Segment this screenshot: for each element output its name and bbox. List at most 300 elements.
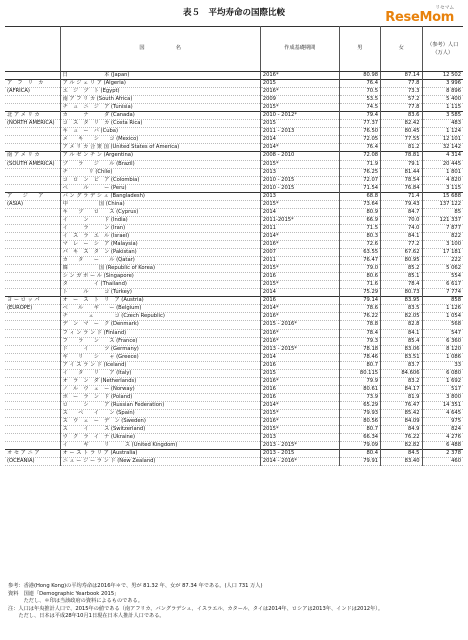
male-cell: 80.7 <box>339 361 380 369</box>
country-cell: 中 国 (China) <box>60 200 260 208</box>
population-cell: 568 <box>422 321 463 329</box>
country-cell: チ ュ ニ ジ ア (Tunisia) <box>60 104 260 112</box>
male-cell: 79.91 <box>339 458 380 466</box>
table-row <box>5 418 463 426</box>
country-cell: ス ウ ェ ー デ ン (Sweden) <box>60 418 260 426</box>
period-cell: 2016 <box>260 273 339 281</box>
population-cell: 975 <box>422 418 463 426</box>
female-cell: 78.81 <box>381 152 422 160</box>
female-cell: 81.9 <box>381 393 422 401</box>
region-cell <box>5 96 60 104</box>
region-cell: 南 ア メ リ カ <box>5 152 60 160</box>
region-cell <box>5 353 60 361</box>
period-cell: 2014 <box>260 136 339 144</box>
population-cell: 14 351 <box>422 401 463 409</box>
region-cell: (AFRICA) <box>5 88 60 96</box>
country-cell: エ ジ プ ト (Egypt) <box>60 88 260 96</box>
male-cell: 78.46 <box>339 353 380 361</box>
male-cell: 79.0 <box>339 265 380 273</box>
male-cell: 68.8 <box>339 192 380 200</box>
population-cell: 8 120 <box>422 345 463 353</box>
table-row <box>5 442 463 450</box>
table-row <box>5 200 463 208</box>
region-cell <box>5 377 60 385</box>
population-cell: 4 820 <box>422 176 463 184</box>
table-row <box>5 176 463 184</box>
population-cell: 6 617 <box>422 281 463 289</box>
population-cell: 17 181 <box>422 249 463 257</box>
region-cell <box>5 224 60 232</box>
period-cell: 2014* <box>260 232 339 240</box>
table-row <box>5 249 463 257</box>
period-cell: 2016* <box>260 329 339 337</box>
male-cell: 75.29 <box>339 289 380 297</box>
population-cell: 1 115 <box>422 104 463 112</box>
period-cell: 2016* <box>260 377 339 385</box>
female-cell: 57.2 <box>381 96 422 104</box>
table-row <box>5 80 463 88</box>
male-cell: 76.4 <box>339 144 380 152</box>
region-cell: (OCEANIA) <box>5 458 60 466</box>
population-cell: 1 086 <box>422 353 463 361</box>
female-cell: 73.3 <box>381 88 422 96</box>
female-cell: 83.5 <box>381 305 422 313</box>
population-cell: 222 <box>422 257 463 265</box>
population-cell: 5 062 <box>422 265 463 273</box>
male-cell: 72.08 <box>339 152 380 160</box>
country-cell: フ ィ ン ラ ン ド (Finland) <box>60 329 260 337</box>
table-row <box>5 128 463 136</box>
table-row <box>5 321 463 329</box>
table-row <box>5 232 463 240</box>
population-cell: 822 <box>422 232 463 240</box>
male-cell: 65.29 <box>339 401 380 409</box>
resemom-logo <box>385 5 454 25</box>
population-cell: 8 896 <box>422 88 463 96</box>
table-row <box>5 168 463 176</box>
population-cell: 3 800 <box>422 393 463 401</box>
period-cell: 2014* <box>260 144 339 152</box>
life-expectancy-table <box>5 26 463 466</box>
page-title: 表５ 平均寿命の国際比較 <box>182 8 285 18</box>
female-cell: 85.2 <box>381 265 422 273</box>
region-cell: 北 ア メ リ カ <box>5 112 60 120</box>
table-row <box>5 72 463 80</box>
region-cell <box>5 313 60 321</box>
population-cell: 517 <box>422 385 463 393</box>
table-row <box>5 112 463 120</box>
header-row <box>5 27 463 72</box>
period-cell: 2008 - 2010 <box>260 152 339 160</box>
population-cell: 20 445 <box>422 160 463 168</box>
country-cell: イ ス ラ エ ル (Israel) <box>60 232 260 240</box>
region-cell <box>5 208 60 216</box>
population-cell: 1 801 <box>422 168 463 176</box>
female-cell: 83.06 <box>381 345 422 353</box>
region-cell: (SOUTH AMERICA) <box>5 160 60 168</box>
region-cell <box>5 72 60 80</box>
region-cell <box>5 232 60 240</box>
period-cell: 2013 - 2015* <box>260 442 339 450</box>
country-cell: オ ラ ン ダ (Netherlands) <box>60 377 260 385</box>
table-row <box>5 120 463 128</box>
period-cell: 2016* <box>260 88 339 96</box>
country-cell: コ ロ ン ビ ア (Colombia) <box>60 176 260 184</box>
country-cell: メ キ シ コ (Mexico) <box>60 136 260 144</box>
male-cell: 71.5 <box>339 224 380 232</box>
period-cell: 2010 - 2015 <box>260 176 339 184</box>
period-cell: 2007 <box>260 249 339 257</box>
female-cell: 84.606 <box>381 369 422 377</box>
population-cell: 1 124 <box>422 128 463 136</box>
population-cell: 460 <box>422 458 463 466</box>
region-cell <box>5 345 60 353</box>
footnote-line: 注：人口は年央推計人口で、2015年の値である（南アフリカ、バングラデシュ、イスラエル、カタール、タイは2014年、ロシアは2013年、インドは2012年）。 <box>8 605 384 612</box>
table-row <box>5 216 463 224</box>
region-cell <box>5 369 60 377</box>
country-cell: ア イ ス ラ ン ド (Iceland) <box>60 361 260 369</box>
male-cell: 76.25 <box>339 168 380 176</box>
period-cell: 2013 <box>260 192 339 200</box>
table-row <box>5 281 463 289</box>
period-cell: 2015 <box>260 80 339 88</box>
region-cell <box>5 144 60 152</box>
male-cell: 80.4 <box>339 450 380 458</box>
population-cell: 547 <box>422 329 463 337</box>
population-cell: 3 100 <box>422 240 463 248</box>
male-cell: 63.55 <box>339 249 380 257</box>
population-cell: 1 692 <box>422 377 463 385</box>
table-row <box>5 144 463 152</box>
population-cell: 85 <box>422 208 463 216</box>
period-cell: 2011 <box>260 257 339 265</box>
female-cell: 77.55 <box>381 136 422 144</box>
table-row <box>5 458 463 466</box>
region-cell <box>5 289 60 297</box>
population-cell: 4 645 <box>422 409 463 417</box>
male-cell: 74.5 <box>339 104 380 112</box>
table-row <box>5 208 463 216</box>
female-cell: 85.4 <box>381 337 422 345</box>
female-cell: 83.2 <box>381 377 422 385</box>
table-row <box>5 273 463 281</box>
table-row <box>5 337 463 345</box>
female-cell: 82.42 <box>381 120 422 128</box>
period-cell: 2014 <box>260 289 339 297</box>
population-cell: 121 337 <box>422 216 463 224</box>
male-cell: 80.98 <box>339 72 380 80</box>
region-cell: (EUROPE) <box>5 305 60 313</box>
country-cell: ア メ リ カ 合 衆 国 (United States of America) <box>60 144 260 152</box>
country-cell: キ ュ ー バ (Cuba) <box>60 128 260 136</box>
header-female: 女 <box>381 27 422 72</box>
country-cell: カ ナ ダ (Canada) <box>60 112 260 120</box>
period-cell: 2016 <box>260 393 339 401</box>
male-cell: 66.9 <box>339 216 380 224</box>
region-cell <box>5 281 60 289</box>
header-country: 国 名 <box>60 27 260 72</box>
table-row <box>5 329 463 337</box>
male-cell: 71.9 <box>339 160 380 168</box>
female-cell: 80.95 <box>381 257 422 265</box>
country-cell: 南 ア フ リ カ (South Africa) <box>60 96 260 104</box>
table-row <box>5 353 463 361</box>
country-cell: ロ シ ア (Russian Federation) <box>60 401 260 409</box>
country-cell: コ ス タ リ カ (Costa Rica) <box>60 120 260 128</box>
country-cell: ド イ ツ (Germany) <box>60 345 260 353</box>
population-cell: 7 877 <box>422 224 463 232</box>
period-cell: 2015 - 2016* <box>260 321 339 329</box>
period-cell: 2014* <box>260 401 339 409</box>
period-cell: 2015* <box>260 104 339 112</box>
male-cell: 73.64 <box>339 200 380 208</box>
country-cell: ア ル ゼ ン チ ン (Argentina) <box>60 152 260 160</box>
female-cell: 84.17 <box>381 385 422 393</box>
population-cell: 1 126 <box>422 305 463 313</box>
period-cell: 2011-2015* <box>260 216 339 224</box>
male-cell: 80.6 <box>339 273 380 281</box>
male-cell: 76.22 <box>339 313 380 321</box>
country-cell: ス ペ イ ン (Spain) <box>60 409 260 417</box>
table-row <box>5 224 463 232</box>
table-row <box>5 160 463 168</box>
male-cell: 76.47 <box>339 257 380 265</box>
population-cell: 6 488 <box>422 442 463 450</box>
country-cell: オ ー ス ト リ ア (Austria) <box>60 297 260 305</box>
population-cell: 3 115 <box>422 184 463 192</box>
female-cell: 84.1 <box>381 329 422 337</box>
male-cell: 79.14 <box>339 297 380 305</box>
table-row <box>5 184 463 192</box>
table-row <box>5 313 463 321</box>
table-row <box>5 305 463 313</box>
population-cell: 858 <box>422 297 463 305</box>
population-cell: 12 101 <box>422 136 463 144</box>
female-cell: 82.05 <box>381 313 422 321</box>
period-cell: 2014 <box>260 208 339 216</box>
female-cell: 83.51 <box>381 353 422 361</box>
female-cell: 84.9 <box>381 426 422 434</box>
female-cell: 76.84 <box>381 184 422 192</box>
table-row <box>5 401 463 409</box>
female-cell: 77.8 <box>381 80 422 88</box>
population-cell: 32 142 <box>422 144 463 152</box>
table-row <box>5 88 463 96</box>
period-cell: 2015* <box>260 281 339 289</box>
region-cell <box>5 249 60 257</box>
male-cell: 76.4 <box>339 80 380 88</box>
female-cell: 80.73 <box>381 289 422 297</box>
period-cell: 2014 - 2016* <box>260 458 339 466</box>
country-cell: ア ル ジ ェ リ ア (Algeria) <box>60 80 260 88</box>
table-row <box>5 393 463 401</box>
period-cell: 2010 - 2015 <box>260 184 339 192</box>
period-cell: 2015* <box>260 409 339 417</box>
male-cell: 79.4 <box>339 112 380 120</box>
male-cell: 79.93 <box>339 409 380 417</box>
region-cell <box>5 136 60 144</box>
female-cell: 80.45 <box>381 128 422 136</box>
female-cell: 81.44 <box>381 168 422 176</box>
female-cell: 84.7 <box>381 208 422 216</box>
footnote-line: 資料 国連「Demographic Yearbook 2015」 <box>8 590 120 597</box>
female-cell: 84.5 <box>381 450 422 458</box>
header-population: （参考）人口（万人） <box>422 27 463 72</box>
male-cell: 78.4 <box>339 329 380 337</box>
period-cell: 2013 <box>260 434 339 442</box>
female-cell: 78.54 <box>381 176 422 184</box>
period-cell: 2014 <box>260 353 339 361</box>
table-row <box>5 96 463 104</box>
country-cell: デ ン マ ー ク (Denmark) <box>60 321 260 329</box>
male-cell: 80.7 <box>339 426 380 434</box>
male-cell: 79.9 <box>339 377 380 385</box>
country-cell: ギ リ シ ャ (Greece) <box>60 353 260 361</box>
region-cell <box>5 385 60 393</box>
population-cell: 33 <box>422 361 463 369</box>
country-cell: オ ー ス ト ラ リ ア (Australia) <box>60 450 260 458</box>
table-row <box>5 257 463 265</box>
male-cell: 78.18 <box>339 345 380 353</box>
female-cell: 82.8 <box>381 321 422 329</box>
period-cell: 2016* <box>260 418 339 426</box>
period-cell: 2016 <box>260 297 339 305</box>
country-cell: タ イ (Thailand) <box>60 281 260 289</box>
population-cell: 3 996 <box>422 80 463 88</box>
male-cell: 80.115 <box>339 369 380 377</box>
female-cell: 84.1 <box>381 232 422 240</box>
region-cell <box>5 184 60 192</box>
footnote-line: 参考：香港(Hong Kong)の平均寿命は2016年＊で、男が 81.32 年、女が 87.34 年である。(人口 731 万人) <box>8 583 263 589</box>
population-cell: 15 688 <box>422 192 463 200</box>
region-cell <box>5 329 60 337</box>
population-cell: 483 <box>422 120 463 128</box>
male-cell: 53.5 <box>339 96 380 104</box>
table-body <box>5 72 463 466</box>
period-cell: 2016* <box>260 313 339 321</box>
region-cell <box>5 240 60 248</box>
female-cell: 87.14 <box>381 72 422 80</box>
period-cell: 2011 <box>260 224 339 232</box>
region-cell: オ セ ア ニ ア <box>5 450 60 458</box>
population-cell: 5 400 <box>422 96 463 104</box>
table-row <box>5 152 463 160</box>
region-cell <box>5 128 60 136</box>
female-cell: 79.43 <box>381 200 422 208</box>
female-cell: 83.7 <box>381 361 422 369</box>
country-cell: チ リ (Chile) <box>60 168 260 176</box>
table-row <box>5 136 463 144</box>
region-cell <box>5 434 60 442</box>
male-cell: 78.8 <box>339 321 380 329</box>
table-row <box>5 345 463 353</box>
country-cell: ニ ュ ー ジ ー ラ ン ド (New Zealand) <box>60 458 260 466</box>
country-cell: マ レ ー シ ア (Malaysia) <box>60 240 260 248</box>
footnote-line: ただし、日本は平成28年10月1日現在日本人推計人口である。 <box>8 613 165 620</box>
table-row <box>5 369 463 377</box>
region-cell <box>5 337 60 345</box>
region-cell <box>5 257 60 265</box>
table-row <box>5 297 463 305</box>
female-cell: 74.0 <box>381 224 422 232</box>
female-cell: 82.82 <box>381 442 422 450</box>
period-cell: 2013 - 2015 <box>260 450 339 458</box>
region-cell <box>5 426 60 434</box>
male-cell: 78.6 <box>339 305 380 313</box>
population-cell: 7 774 <box>422 289 463 297</box>
period-cell: 2016* <box>260 337 339 345</box>
country-cell: ウ ク ラ イ ナ (Ukraine) <box>60 434 260 442</box>
period-cell: 2016* <box>260 72 339 80</box>
country-cell: ス イ ス (Switzerland) <box>60 426 260 434</box>
period-cell: 2016 <box>260 361 339 369</box>
population-cell: 6 360 <box>422 337 463 345</box>
male-cell: 71.54 <box>339 184 380 192</box>
period-cell: 2015* <box>260 160 339 168</box>
female-cell: 79.1 <box>381 160 422 168</box>
region-cell <box>5 393 60 401</box>
population-cell: 137 122 <box>422 200 463 208</box>
period-cell: 2015 <box>260 369 339 377</box>
region-cell <box>5 361 60 369</box>
table-row <box>5 192 463 200</box>
male-cell: 72.6 <box>339 240 380 248</box>
period-cell: 2009 <box>260 96 339 104</box>
male-cell: 71.6 <box>339 281 380 289</box>
country-cell: ペ ル ー (Peru) <box>60 184 260 192</box>
table-row <box>5 450 463 458</box>
logo-text: ReseMom <box>385 10 454 25</box>
country-cell: キ プ ロ ス (Cyprus) <box>60 208 260 216</box>
population-cell: 4 314 <box>422 152 463 160</box>
population-cell: 3 585 <box>422 112 463 120</box>
country-cell: チ ェ コ (Czech Republic) <box>60 313 260 321</box>
country-cell: ト ル コ (Turkey) <box>60 289 260 297</box>
country-cell: ポ ー ラ ン ド (Poland) <box>60 393 260 401</box>
country-cell: パ キ ス タ ン (Pakistan) <box>60 249 260 257</box>
table-row <box>5 385 463 393</box>
region-cell <box>5 409 60 417</box>
male-cell: 80.3 <box>339 232 380 240</box>
region-cell: ア フ リ カ <box>5 80 60 88</box>
female-cell: 76.22 <box>381 434 422 442</box>
footnotes <box>8 583 463 621</box>
female-cell: 85.1 <box>381 273 422 281</box>
female-cell: 83.6 <box>381 112 422 120</box>
female-cell: 83.40 <box>381 458 422 466</box>
population-cell: 2 378 <box>422 450 463 458</box>
female-cell: 67.62 <box>381 249 422 257</box>
table-row <box>5 409 463 417</box>
header-male: 男 <box>339 27 380 72</box>
population-cell: 6 080 <box>422 369 463 377</box>
male-cell: 80.56 <box>339 418 380 426</box>
male-cell: 76.50 <box>339 128 380 136</box>
region-cell <box>5 401 60 409</box>
period-cell: 2011 - 2013 <box>260 128 339 136</box>
country-cell: イ タ リ ア (Italy) <box>60 369 260 377</box>
male-cell: 72.05 <box>339 136 380 144</box>
period-cell: 2015 <box>260 120 339 128</box>
period-cell: 2015* <box>260 426 339 434</box>
region-cell <box>5 265 60 273</box>
header-period: 作成基礎期間 <box>260 27 339 72</box>
female-cell: 70.0 <box>381 216 422 224</box>
table-row <box>5 265 463 273</box>
female-cell: 71.4 <box>381 192 422 200</box>
male-cell: 66.34 <box>339 434 380 442</box>
country-cell: ベ ル ギ ー (Belgium) <box>60 305 260 313</box>
